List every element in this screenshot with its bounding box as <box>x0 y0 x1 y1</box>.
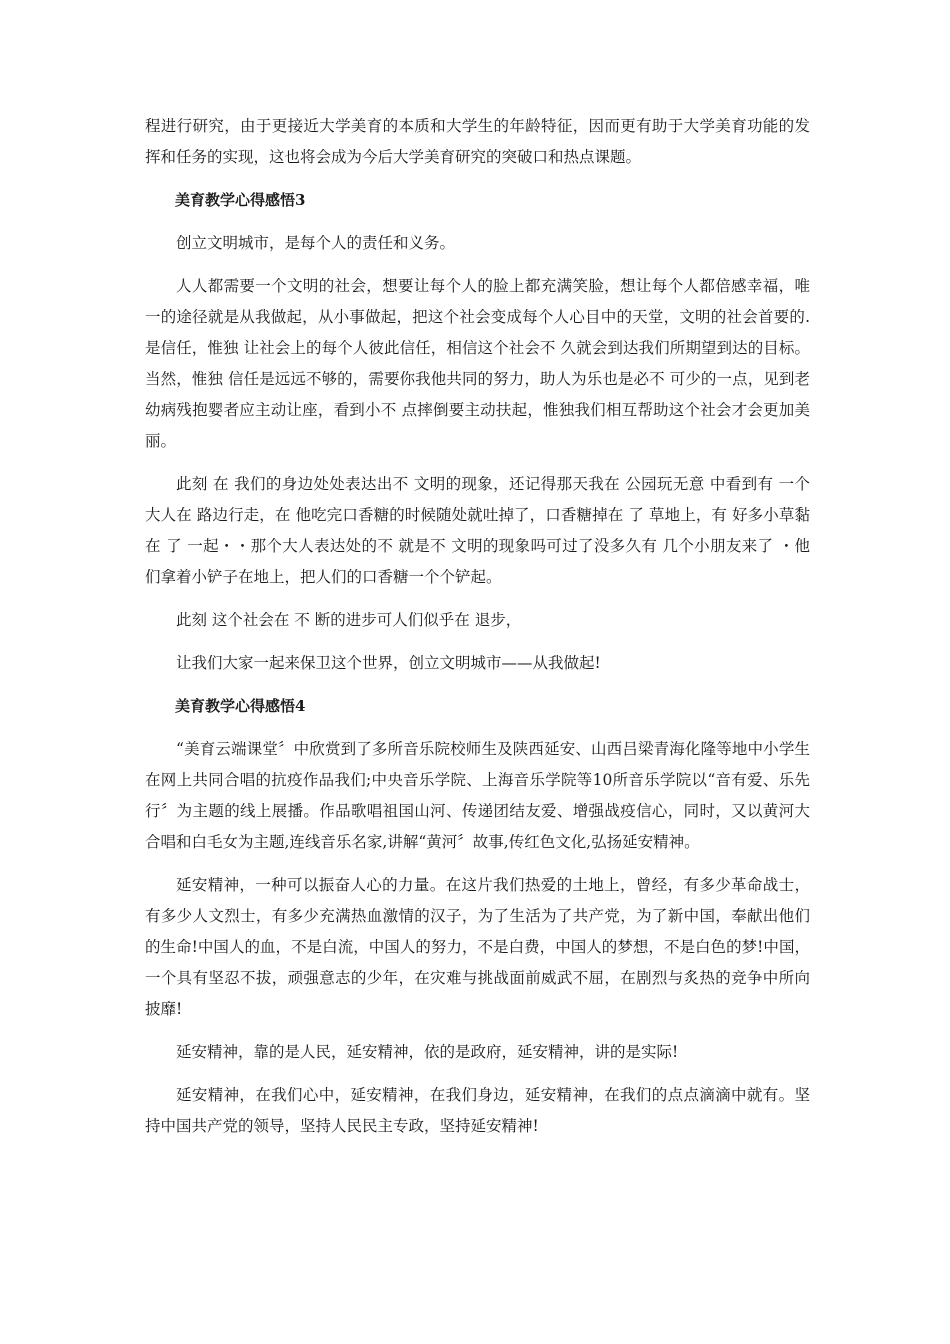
section-heading-3: 美育教学心得感悟3 <box>175 191 306 209</box>
paragraph: 此刻 在 我们的身边处处表达出不 文明的现象，还记得那天我在 公园玩无意 中看到有 一个大人在 路边行走，在 他吃完口香糖的时候随处就吐掉了，口香糖掉在 了 草地上，有 好多小草黏在 了 一起・・那个大人表达处的不 就是不 文明的现象吗可过了没多久有 几个小朋友来了 ・他们拿着小铲子在地上，把人们的口香糖一个个铲起。 <box>145 475 810 586</box>
paragraph: “美育云端课堂〞中欣赏到了多所音乐院校师生及陕西延安、山西吕梁青海化隆等地中小学生在网上共同合唱的抗疫作品我们;中央音乐学院、上海音乐学院等10所音乐学院以“音有爱、乐先行〞为主题的线上展播。作品歌唱祖国山河、传递团结友爱、增强战疫信心，同时，又以黄河大合唱和白毛女为主题,连线音乐名家,讲解“黄河〞故事,传红色文化,弘扬延安精神。 <box>145 740 810 851</box>
paragraph: 延安精神，在我们心中，延安精神，在我们身边，延安精神，在我们的点点滴滴中就有。坚持中国共产党的领导，坚持人民民主专政，坚持延安精神! <box>145 1086 810 1135</box>
paragraph: 延安精神，靠的是人民，延安精神，依的是政府，延安精神，讲的是实际! <box>176 1043 679 1061</box>
section-heading-4: 美育教学心得感悟4 <box>175 697 306 715</box>
paragraph: 此刻 这个社会在 不 断的进步可人们似乎在 退步， <box>176 611 522 629</box>
paragraph: 创立文明城市，是每个人的责任和义务。 <box>176 234 456 252</box>
paragraph: 人人都需要一个文明的社会，想要让每个人的脸上都充满笑脸，想让每个人都倍感幸福，唯一的途径就是从我做起，从小事做起，把这个社会变成每个人心目中的天堂，文明的社会首要的.是信任，惟独 让社会上的每个人彼此信任，相信这个社会不 久就会到达我们所期望到达的目标。当然，惟独 信任是远远不够的，需要你我他共同的努力，助人为乐也是必不 可少的一点，见到老幼病残抱婴者应主动让座，看到小不 点摔倒要主动扶起，惟独我们相互帮助这个社会才会更加美丽。 <box>145 277 810 450</box>
document-body <box>145 111 810 1154</box>
paragraph: 让我们大家一起来保卫这个世界，创立文明城市——从我做起! <box>176 654 601 672</box>
paragraph: 延安精神，一种可以振奋人心的力量。在这片我们热爱的土地上，曾经，有多少革命战士，有多少人文烈士，有多少充满热血激情的汉子，为了生活为了共产党，为了新中国，奉献出他们的生命!中国人的血，不是白流，中国人的努力，不是白费，中国人的梦想，不是白色的梦!中国，一个具有坚忍不拔，顽强意志的少年，在灾难与挑战面前威武不屈，在剧烈与炙热的竞争中所向披靡! <box>145 876 810 1018</box>
paragraph-continuation: 程进行研究，由于更接近大学美育的本质和大学生的年龄特征，因而更有助于大学美育功能的发挥和任务的实现，这也将会成为今后大学美育研究的突破口和热点课题。 <box>145 117 810 166</box>
